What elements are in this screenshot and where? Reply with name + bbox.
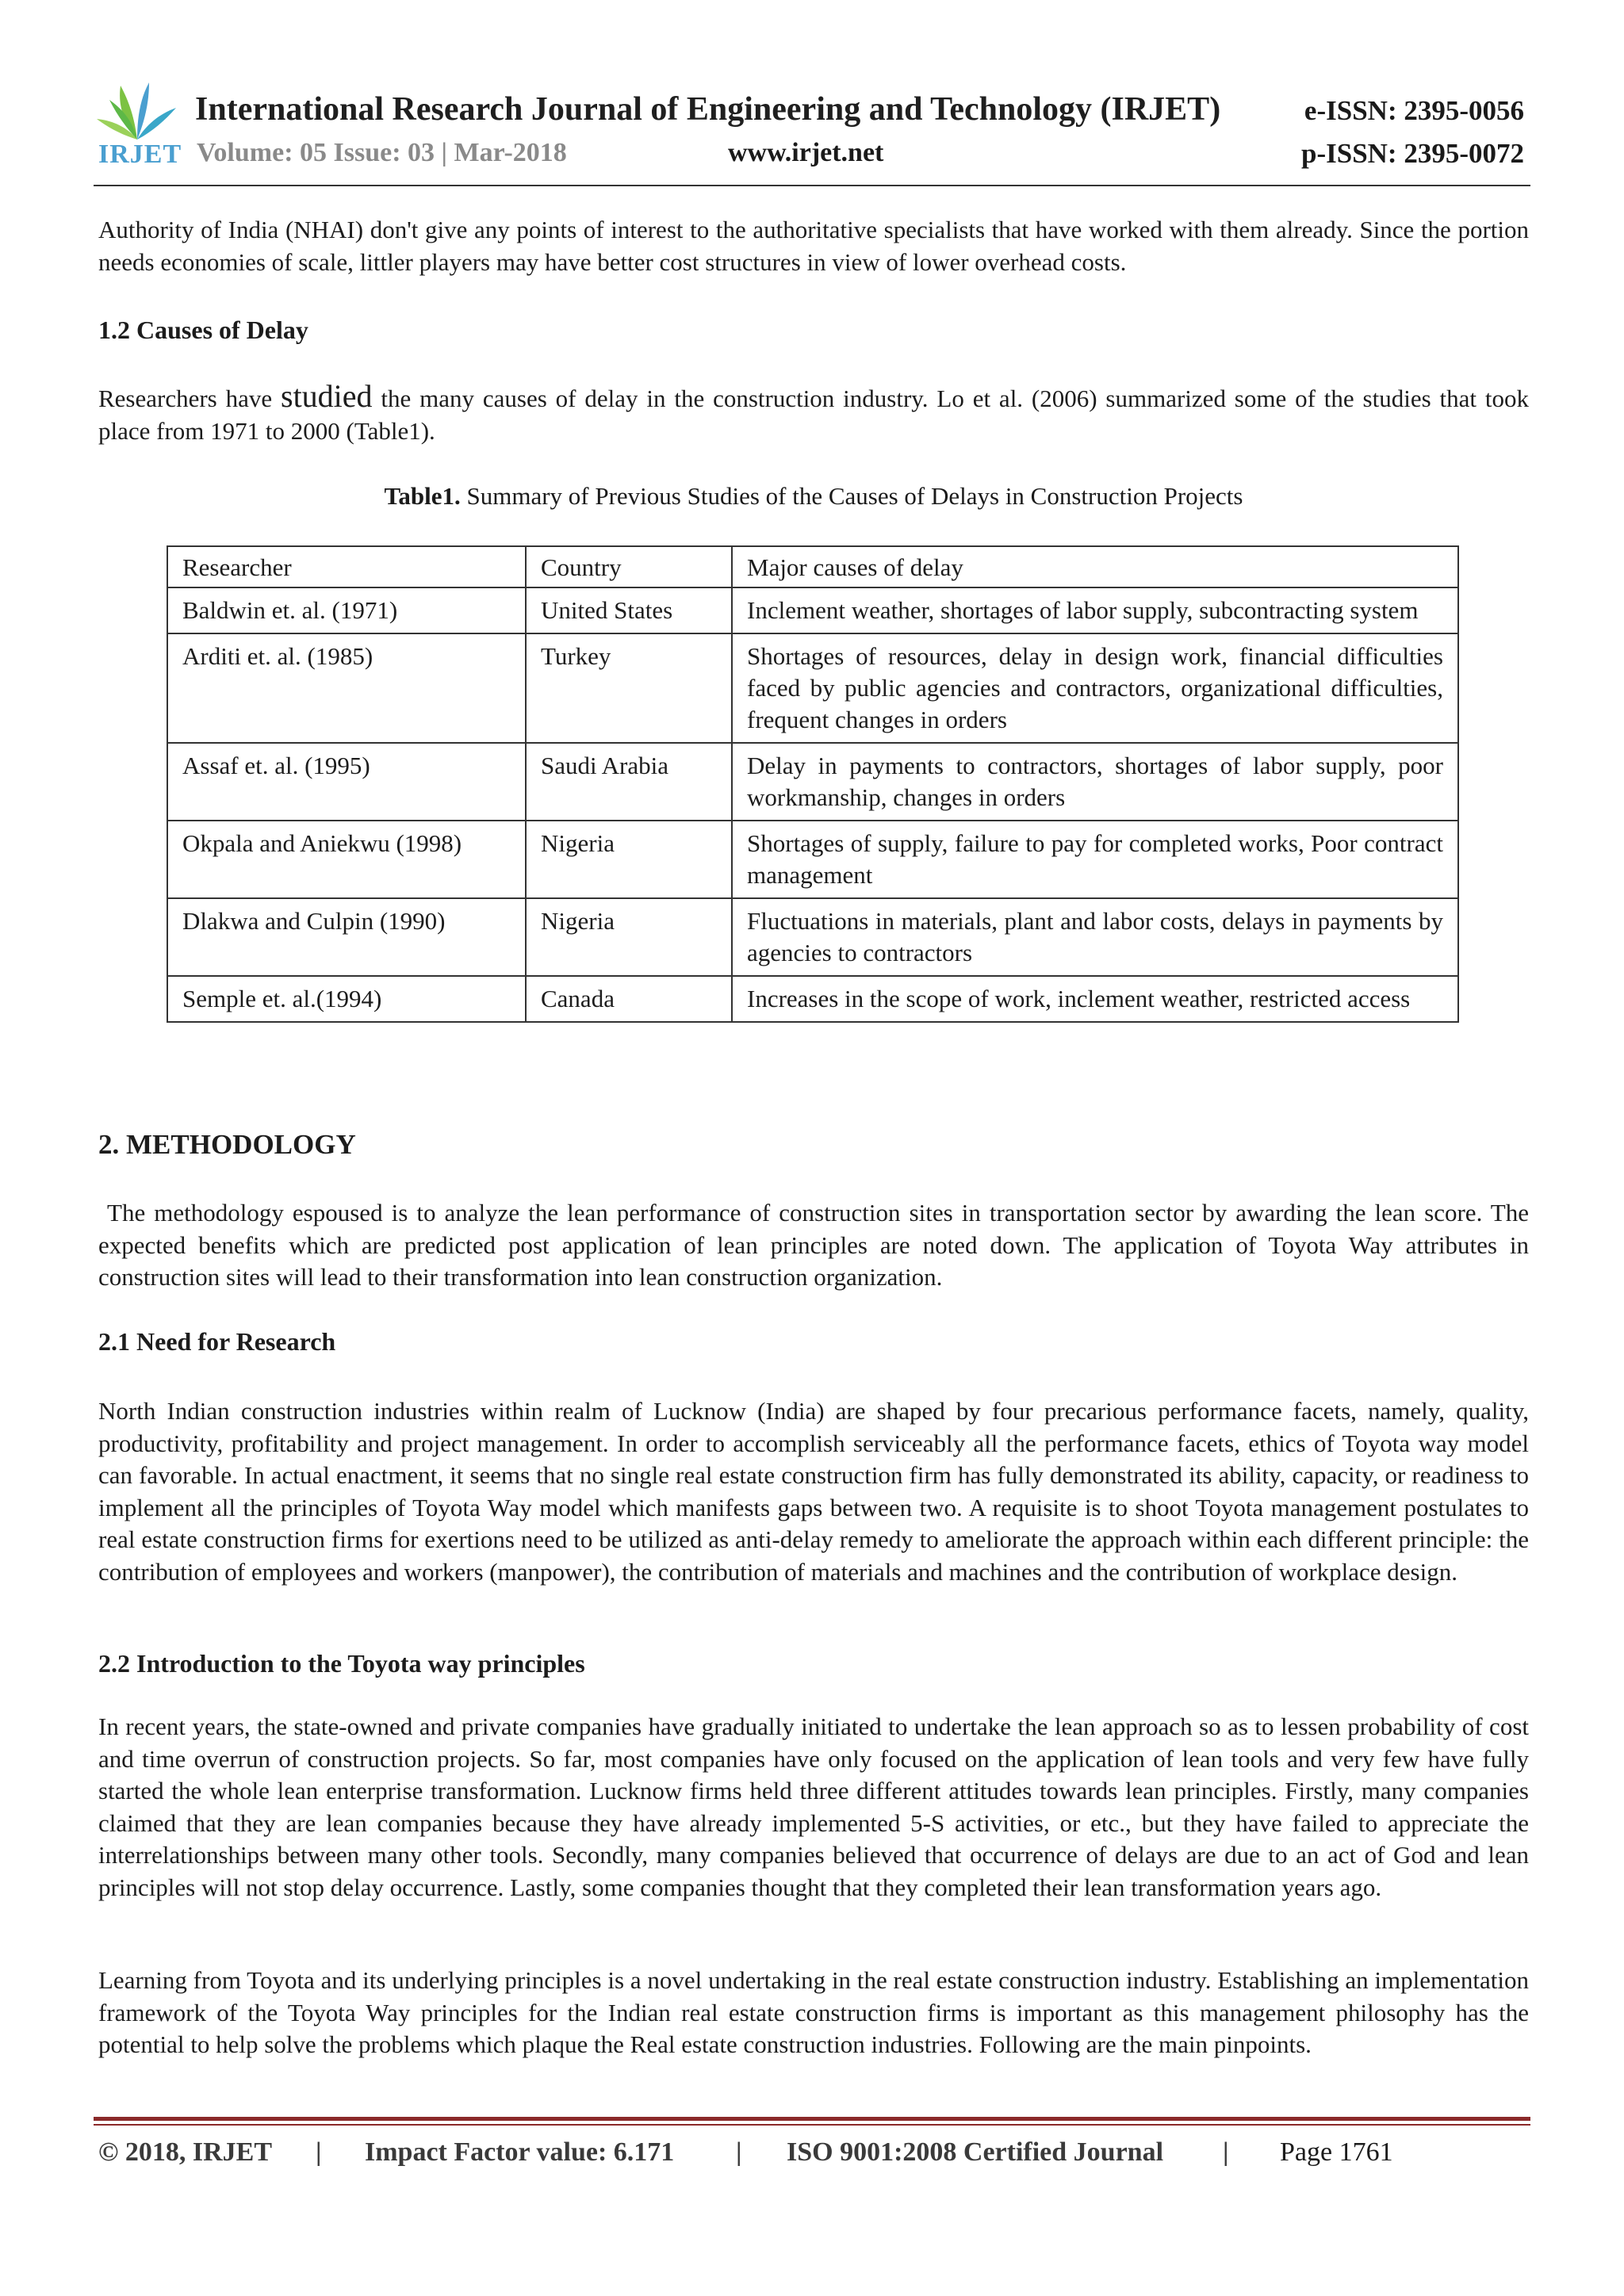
cell-country: Saudi Arabia: [526, 743, 732, 821]
toyota-way-paragraph-1: In recent years, the state-owned and private companies have gradually initiated to undertake the lean approach so as to lessen probability of cost and time overrun of construction projects. So far, most companies have only focused on the application of lean tools and very few have fully started the whole lean enterprise transformation. Lucknow firms held three different attitudes towards lean principles. Firstly, many companies claimed that they are lean companies because they have already implemented 5-S activities, or etc., but they have failed to appreciate the interrelationships between many other tools. Secondly, many companies believed that occurrence of delays are due to an act of God and lean principles will not stop delay occurrence. Lastly, some companies thought that they completed their lean transformation years ago.: [98, 1712, 1529, 1901]
cell-causes: Fluctuations in materials, plant and labor costs, delays in payments by agencies to contractors: [732, 898, 1458, 976]
table-row: [167, 976, 1458, 1022]
cell-researcher: Semple et. al.(1994): [167, 976, 526, 1022]
column-header-country: Country: [526, 546, 732, 587]
table-caption-text: Summary of Previous Studies of the Causes of Delays in Construction Projects: [460, 482, 1243, 510]
volume-issue: Volume: 05 Issue: 03 | Mar-2018: [197, 138, 567, 167]
table-row: [167, 587, 1458, 633]
p-issn: p-ISSN: 2395-0072: [1300, 138, 1524, 169]
section-heading-need-for-research: 2.1 Need for Research: [98, 1327, 336, 1356]
section-heading-methodology: 2. METHODOLOGY: [98, 1129, 356, 1160]
cell-causes: Inclement weather, shortages of labor supply, subcontracting system: [732, 587, 1458, 633]
causes-paragraph-big-word: studied: [281, 378, 373, 414]
e-issn: e-ISSN: 2395-0056: [1304, 95, 1524, 126]
footer-divider: [94, 2117, 1530, 2121]
footer-copyright: © 2018, IRJET: [98, 2137, 273, 2167]
column-header-researcher: Researcher: [167, 546, 526, 587]
toyota-way-paragraph-2: Learning from Toyota and its underlying principles is a novel undertaking in the real estate construction industry. Establishing an implementation framework of the Toyota Way principles for the Indian real estate construction firms is important as this management philosophy has the potential to help solve the problems which plaque the Real estate construction industries. Following are the main pinpoints.: [98, 1966, 1529, 2058]
causes-paragraph-end: the many causes of delay in the construction industry. Lo et al. (2006) summarized some of the studies that took place from 1971 to 2000 (Table1).: [98, 385, 1529, 445]
cell-causes: Increases in the scope of work, inclement weather, restricted access: [732, 976, 1458, 1022]
intro-paragraph: Authority of India (NHAI) don't give any points of interest to the authoritative specialists that have worked with them already. Since the portion needs economies of scale, littler players may have better cost structures in view of lower overhead costs.: [98, 216, 1529, 276]
column-header-major-causes: Major causes of delay: [732, 546, 1458, 587]
cell-researcher: Dlakwa and Culpin (1990): [167, 898, 526, 976]
section-heading-toyota-way: 2.2 Introduction to the Toyota way principles: [98, 1649, 585, 1678]
cell-country: United States: [526, 587, 732, 633]
cell-country: Turkey: [526, 633, 732, 743]
cell-researcher: Assaf et. al. (1995): [167, 743, 526, 821]
cell-country: Nigeria: [526, 898, 732, 976]
footer-page-number: Page 1761: [1280, 2137, 1393, 2167]
footer-impact-factor: Impact Factor value: 6.171: [365, 2137, 675, 2167]
cell-researcher: Okpala and Aniekwu (1998): [167, 821, 526, 898]
table-header-row: [167, 546, 1458, 587]
causes-paragraph: [98, 378, 1529, 447]
footer-divider-thin: [94, 2124, 1530, 2126]
cell-causes: Shortages of resources, delay in design work, financial difficulties faced by public agencies and contractors, organizational difficulties, frequent changes in orders: [732, 633, 1458, 743]
table-caption-label: Table1.: [384, 482, 461, 510]
cell-causes: Delay in payments to contractors, shortages of labor supply, poor workmanship, changes in orders: [732, 743, 1458, 821]
cell-country: Canada: [526, 976, 732, 1022]
footer-separator: |: [736, 2137, 742, 2167]
footer-separator: |: [316, 2137, 322, 2167]
cell-country: Nigeria: [526, 821, 732, 898]
cell-causes: Shortages of supply, failure to pay for completed works, Poor contract management: [732, 821, 1458, 898]
methodology-paragraph: The methodology espoused is to analyze the lean performance of construction sites in transportation sector by awarding the lean score. The expected benefits which are predicted post application of lean principles are noted down. The application of Toyota Way attributes in construction sites will lead to their transformation into lean construction organization.: [98, 1199, 1535, 1291]
table-row: [167, 898, 1458, 976]
journal-website-link[interactable]: www.irjet.net: [728, 138, 884, 167]
need-for-research-paragraph: North Indian construction industries within realm of Lucknow (India) are shaped by four precarious performance facets, namely, quality, productivity, profitability and project management. In order to accomplish serviceably all the performance facets, ethics of Toyota way model can favorable. In actual enactment, it seems that no single real estate construction firm has fully demonstrated its ability, capacity, or readiness to implement all the principles of Toyota Way model which manifests gaps between two. A requisite is to shoot Toyota management postulates to real estate construction firms for exertions need to be utilized as anti-delay remedy to ameliorate the approach within each different principle: the contribution of employees and workers (manpower), the contribution of materials and machines and the contribution of workplace design.: [98, 1397, 1529, 1586]
table-row: [167, 743, 1458, 821]
table-row: [167, 633, 1458, 743]
cell-researcher: Arditi et. al. (1985): [167, 633, 526, 743]
table-caption: [98, 482, 1529, 511]
section-heading-causes-of-delay: 1.2 Causes of Delay: [98, 316, 308, 344]
journal-title: International Research Journal of Engineering and Technology (IRJET): [195, 91, 1221, 128]
causes-paragraph-start: Researchers have: [98, 385, 281, 412]
causes-of-delay-table: [167, 545, 1459, 1023]
footer-separator: |: [1223, 2137, 1229, 2167]
header-divider: [94, 185, 1530, 186]
logo-text: IRJET: [98, 140, 182, 169]
table-row: [167, 821, 1458, 898]
cell-researcher: Baldwin et. al. (1971): [167, 587, 526, 633]
footer-iso: ISO 9001:2008 Certified Journal: [787, 2137, 1164, 2167]
